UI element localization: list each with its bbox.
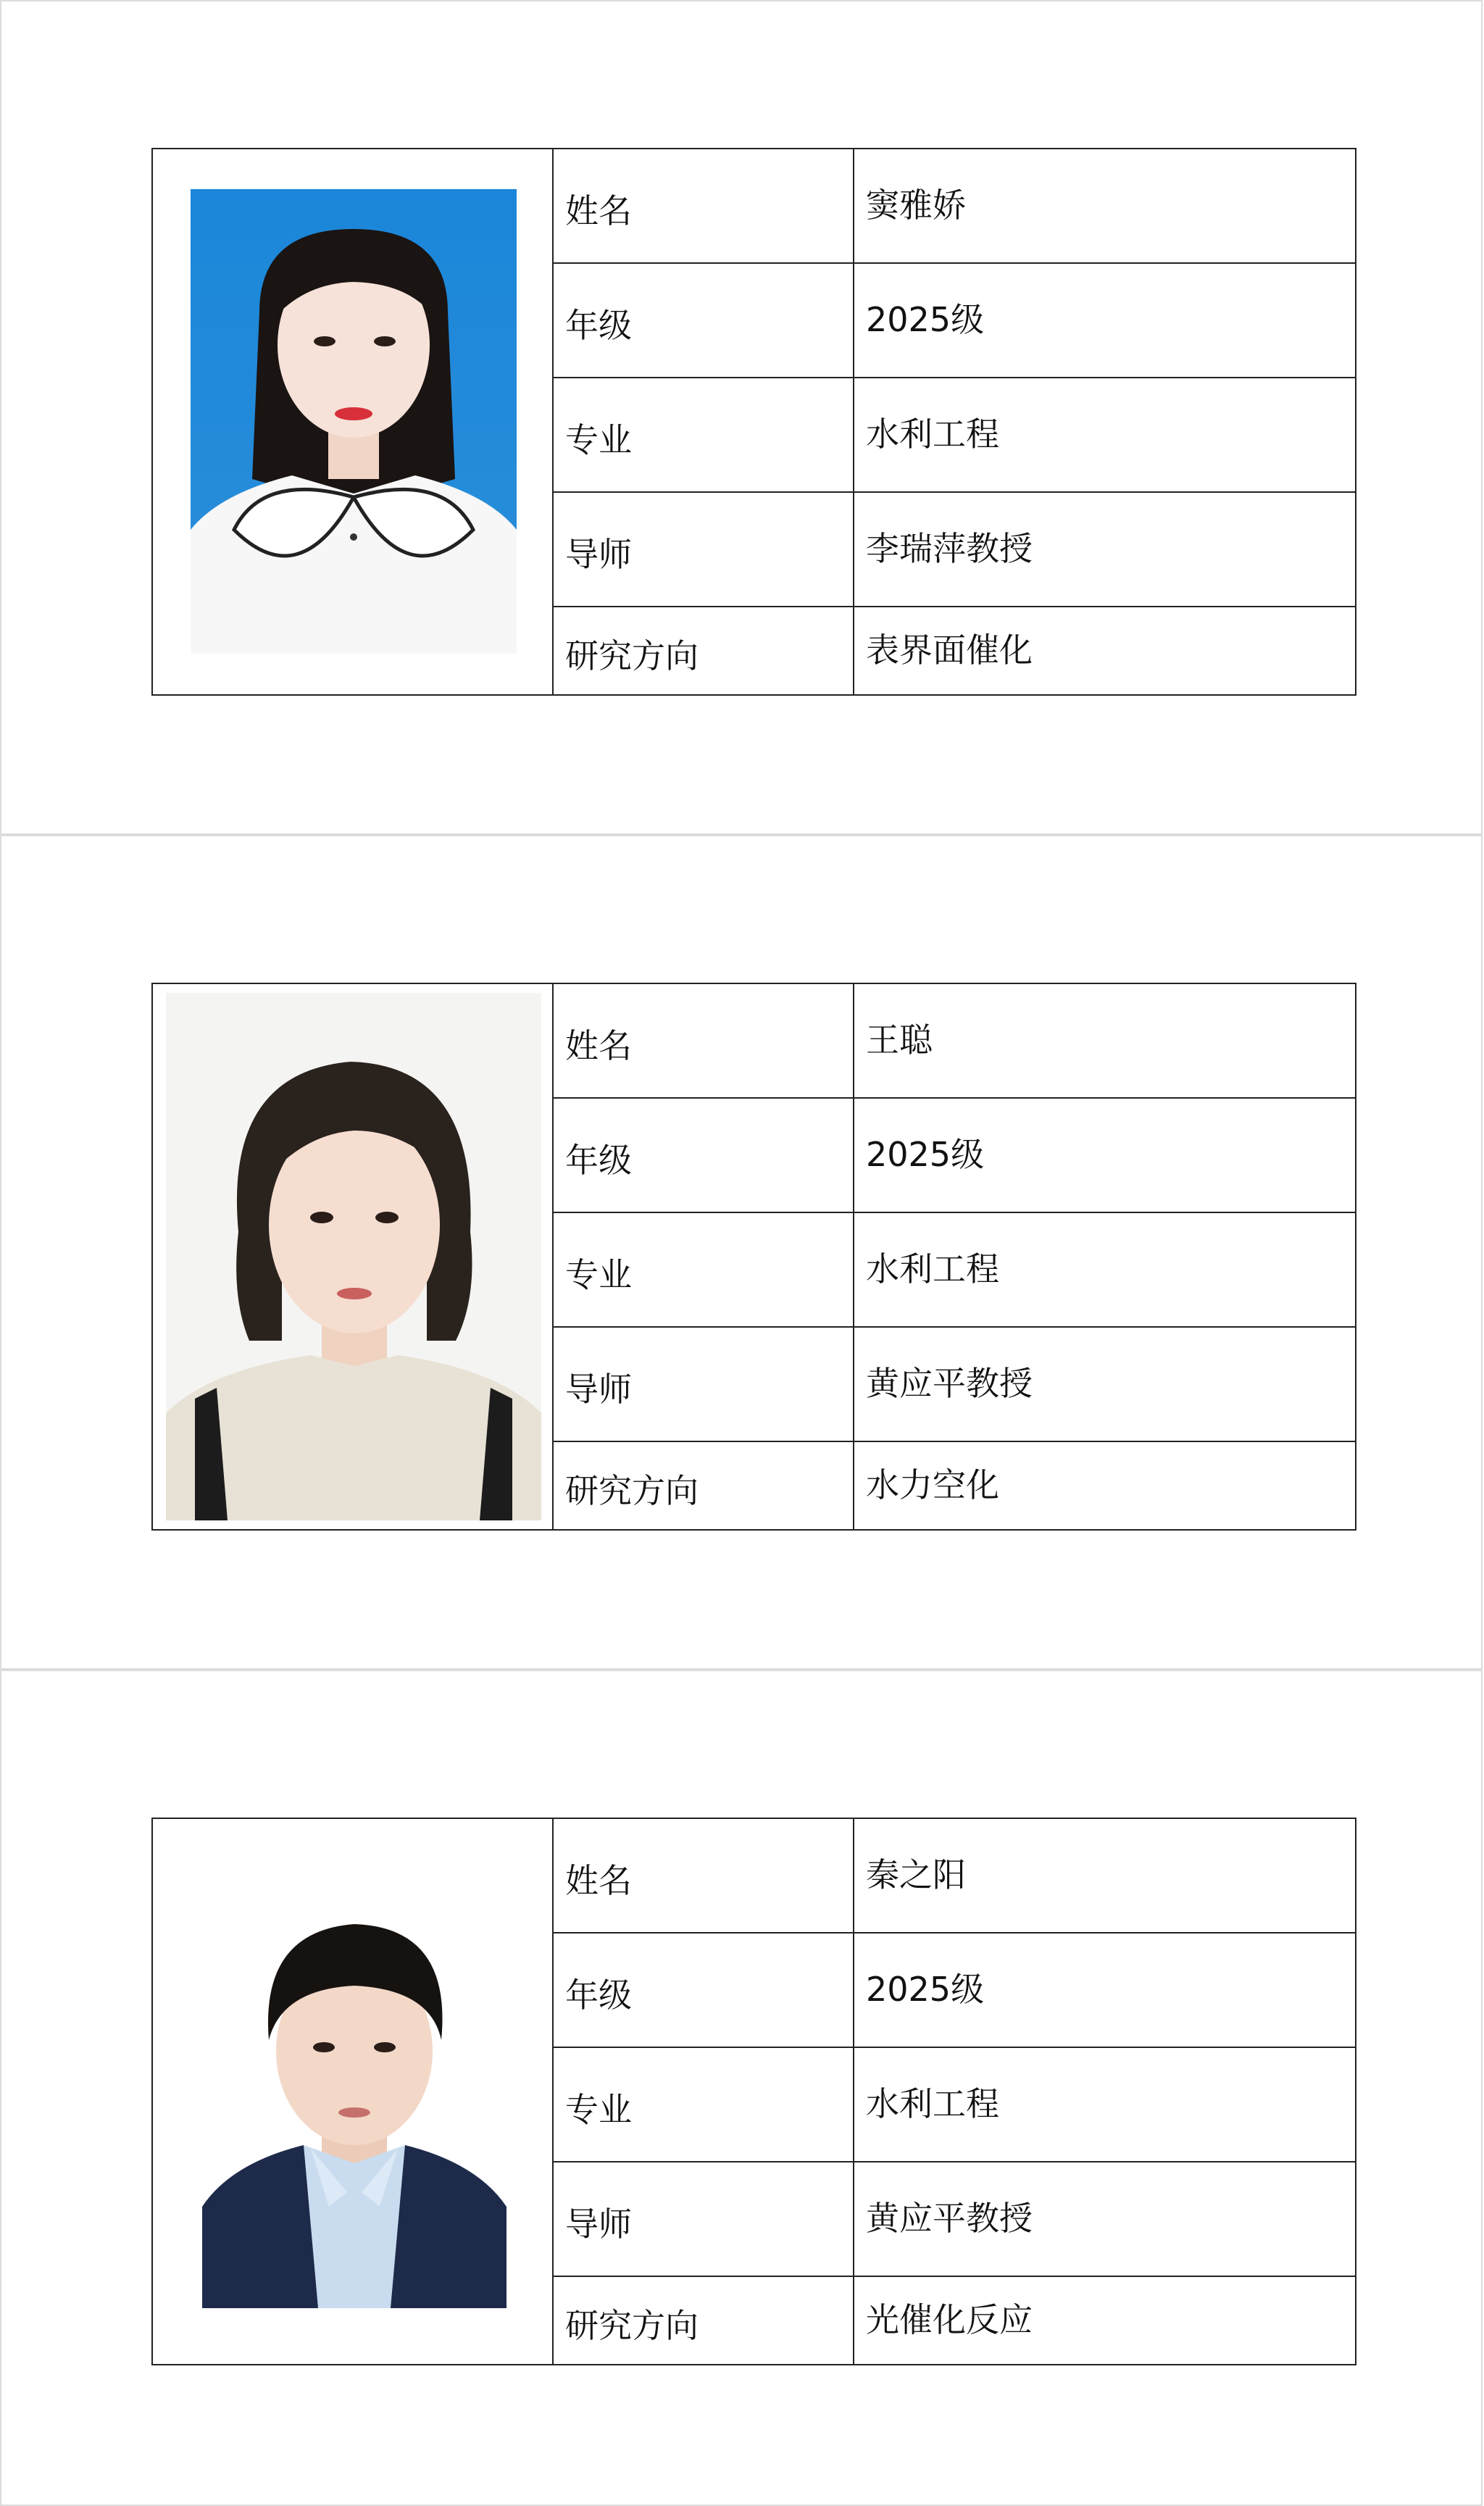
row-advisor <box>554 1328 1355 1442</box>
row-research <box>554 2277 1355 2364</box>
research-value: 表界面催化 <box>866 630 1033 670</box>
advisor-value: 李瑞萍教授 <box>866 529 1033 568</box>
name-value: 秦之阳 <box>866 1855 966 1894</box>
advisor-label: 导师 <box>554 2162 854 2276</box>
row-grade <box>554 1933 1355 2048</box>
research-label: 研究方向 <box>554 2277 854 2364</box>
photo-cell <box>153 1819 554 2364</box>
name-label: 姓名 <box>554 1819 854 1932</box>
page-1 <box>0 0 1483 835</box>
grade-value: 2025级 <box>866 1135 985 1174</box>
research-value: 水力空化 <box>866 1465 999 1504</box>
info-table <box>554 1819 1355 2364</box>
grade-label: 年级 <box>554 1933 854 2047</box>
research-label: 研究方向 <box>554 607 854 694</box>
name-label: 姓名 <box>554 984 854 1097</box>
research-label: 研究方向 <box>554 1442 854 1529</box>
row-research <box>554 607 1355 694</box>
photo-cell <box>153 984 554 1529</box>
major-value: 水利工程 <box>866 1249 999 1289</box>
major-label: 专业 <box>554 1213 854 1326</box>
grade-value: 2025级 <box>866 1970 985 2009</box>
row-major <box>554 2048 1355 2162</box>
row-name <box>554 984 1355 1099</box>
photo-cell <box>153 149 554 694</box>
name-value: 王聪 <box>866 1020 933 1060</box>
student-photo <box>202 1902 507 2308</box>
page-3 <box>0 1670 1483 2506</box>
row-grade <box>554 264 1355 378</box>
student-photo <box>166 993 541 1520</box>
student-card <box>151 983 1356 1531</box>
name-value: 窦雅娇 <box>866 186 966 225</box>
row-major <box>554 1213 1355 1328</box>
advisor-value: 黄应平教授 <box>866 1364 1033 1403</box>
row-major <box>554 378 1355 493</box>
advisor-label: 导师 <box>554 1328 854 1441</box>
major-value: 水利工程 <box>866 2084 999 2123</box>
page-2 <box>0 835 1483 1670</box>
major-value: 水利工程 <box>866 415 999 454</box>
info-table <box>554 984 1355 1529</box>
research-value: 光催化反应 <box>866 2300 1033 2339</box>
row-advisor <box>554 493 1355 607</box>
student-card <box>151 148 1356 696</box>
advisor-label: 导师 <box>554 493 854 606</box>
grade-label: 年级 <box>554 264 854 377</box>
grade-label: 年级 <box>554 1099 854 1212</box>
row-name <box>554 1819 1355 1933</box>
advisor-value: 黄应平教授 <box>866 2199 1033 2238</box>
major-label: 专业 <box>554 378 854 491</box>
student-photo <box>191 189 517 654</box>
student-card <box>151 1818 1356 2365</box>
row-name <box>554 149 1355 264</box>
row-advisor <box>554 2162 1355 2277</box>
name-label: 姓名 <box>554 149 854 262</box>
grade-value: 2025级 <box>866 300 985 339</box>
info-table <box>554 149 1355 694</box>
row-grade <box>554 1099 1355 1213</box>
row-research <box>554 1442 1355 1529</box>
major-label: 专业 <box>554 2048 854 2161</box>
